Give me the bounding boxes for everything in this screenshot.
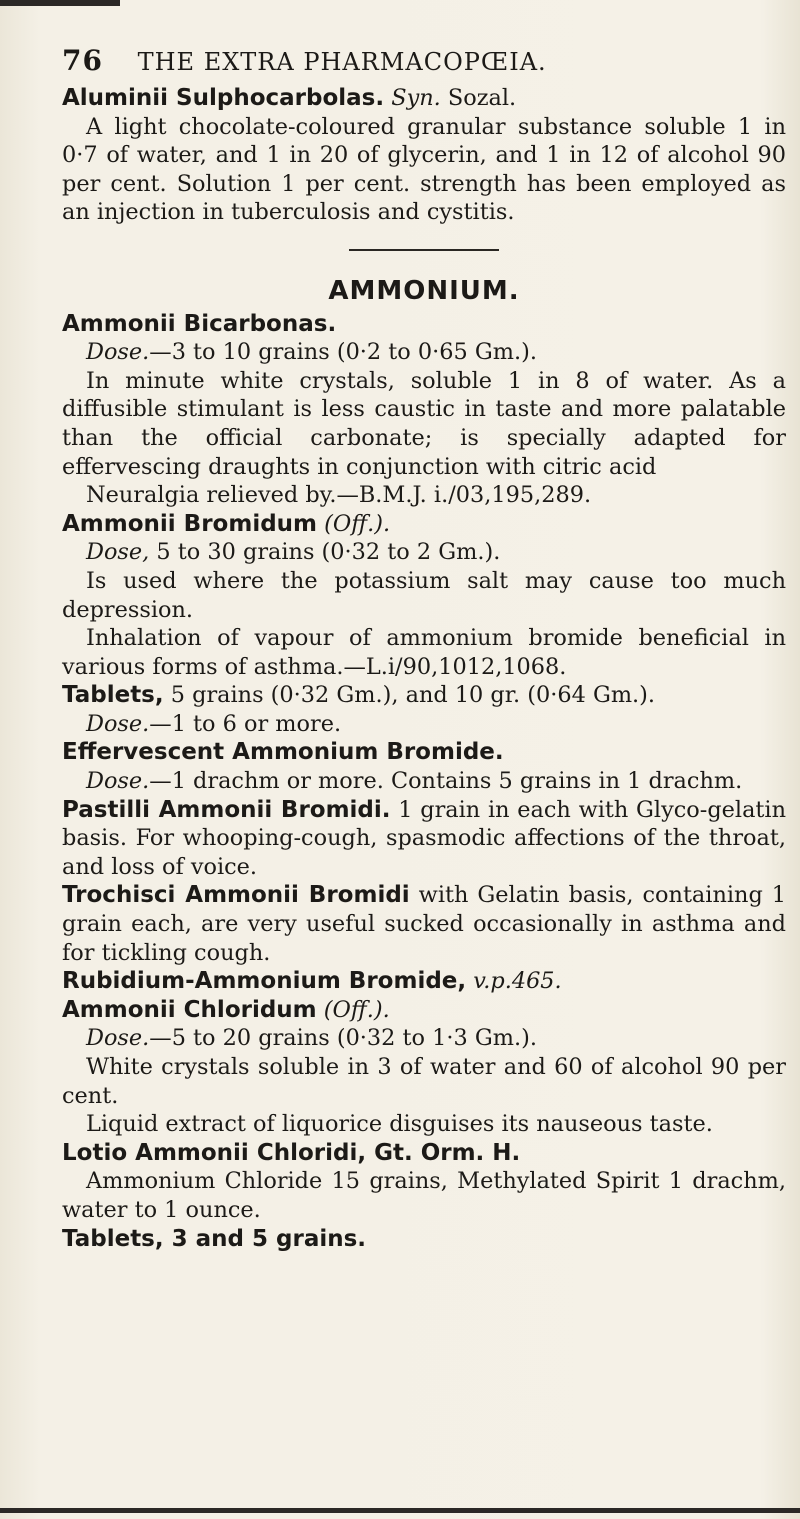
- dose-value: —1 to 6 or more.: [149, 710, 342, 737]
- dose-line: [62, 710, 786, 739]
- rubidium-entry: [62, 967, 786, 996]
- syn-label: Syn.: [391, 85, 441, 111]
- sub-heading: Trochisci Ammonii Bromidi: [62, 882, 410, 909]
- entry-aluminii: [62, 84, 786, 113]
- entry-heading: Ammonii Bromidum: [62, 510, 318, 537]
- dose-label: Dose,: [86, 539, 150, 566]
- trochisci-entry: [62, 881, 786, 967]
- bicarbonas-ref: Neuralgia relieved by.—B.M.J. i./03,195,289.: [86, 482, 592, 509]
- sub-heading: Pastilli Ammonii Bromidi.: [62, 796, 391, 823]
- dose-label: Dose.: [86, 339, 150, 366]
- sub-heading: Tablets,: [62, 682, 164, 709]
- page-number: 76: [62, 44, 103, 77]
- off-mark: (Off.).: [324, 510, 391, 537]
- off-mark: (Off.).: [323, 996, 390, 1023]
- dose-line: [62, 1024, 786, 1053]
- chloridum-tablets: [62, 1225, 786, 1254]
- entry-bromidum: [62, 510, 786, 539]
- rubidium-ref: v.p.465.: [466, 968, 562, 995]
- sub-heading: Effervescent Ammonium Bromide.: [62, 739, 504, 766]
- lotio-text: Ammonium Chloride 15 grains, Methylated Spirit 1 drachm, water to 1 ounce.: [62, 1168, 786, 1223]
- entry-heading: Ammonii Bicarbonas.: [62, 310, 337, 337]
- dose-value: —5 to 20 grains (0·32 to 1·3 Gm.).: [149, 1025, 537, 1052]
- tablets-text: 5 grains (0·32 Gm.), and 10 gr. (0·64 Gm.).: [163, 682, 656, 709]
- bicarbonas-text: In minute white crystals, soluble 1 in 8 of water. As a diffusible stimulant is less caustic in taste and more palatable than the official carbonate; is specially adapted for effervescing draughts in conjunction with citric acid: [62, 367, 786, 480]
- dose-label: Dose.: [86, 1025, 150, 1052]
- dose-line: [62, 767, 786, 796]
- sub-heading: Lotio Ammonii Chloridi, Gt. Orm. H.: [62, 1139, 521, 1166]
- chloridum-liquorice: Liquid extract of liquorice disguises its nauseous taste.: [86, 1111, 713, 1138]
- effervescent-heading: [62, 738, 786, 767]
- sub-heading: Rubidium-Ammonium Bromide,: [62, 968, 467, 995]
- bottom-rule: [0, 1508, 800, 1513]
- entry-chloridum: [62, 996, 786, 1025]
- lotio-heading: [62, 1139, 786, 1168]
- syn-value: Sozal.: [440, 85, 517, 111]
- entry-bicarbonas: [62, 310, 786, 339]
- sub-heading: Tablets, 3 and 5 grains.: [62, 1225, 367, 1252]
- pastilli-entry: [62, 796, 786, 882]
- dose-value: 5 to 30 grains (0·32 to 2 Gm.).: [149, 539, 501, 566]
- dose-value: —3 to 10 grains (0·2 to 0·65 Gm.).: [149, 339, 537, 366]
- bromidum-tablets: [62, 681, 786, 710]
- corner-mark: [0, 0, 120, 6]
- bromidum-text: Is used where the potassium salt may cause too much depression.: [62, 567, 786, 623]
- entry-heading: Ammonii Chloridum: [62, 996, 317, 1023]
- entry-heading: Aluminii Sulphocarbolas.: [62, 85, 385, 111]
- dose-label: Dose.: [86, 710, 150, 737]
- bromidum-inhalation: Inhalation of vapour of ammonium bromide beneficial in various forms of asthma.—L.i/90,1012,1068.: [62, 625, 786, 680]
- chloridum-text: White crystals soluble in 3 of water and 60 of alcohol 90 per cent.: [62, 1054, 786, 1109]
- dose-value: —1 drachm or more. Contains 5 grains in 1 drachm.: [149, 768, 743, 795]
- page-header: [62, 44, 762, 77]
- aluminii-text: A light chocolate-coloured granular substance soluble 1 in 0·7 of water, and 1 in 20 of glycerin, and 1 in 12 of alcohol 90 per cent. Solution 1 per cent. strength has been employed as an injection in tuberculosis and cystitis.: [62, 113, 786, 226]
- section-title: AMMONIUM.: [328, 275, 520, 306]
- trochisci-text: with Gelatin basis, containing 1 grain each, are very useful sucked occasionally in asthma and for tickling cough.: [62, 882, 787, 966]
- dose-line: [62, 538, 786, 567]
- page-body: [62, 84, 786, 1253]
- dose-line: [62, 338, 786, 367]
- dose-label: Dose.: [86, 768, 150, 795]
- pastilli-text: 1 grain in each with Glyco-gelatin basis. For whooping-cough, spasmodic affections of the throat, and loss of voice.: [62, 796, 787, 880]
- running-title: THE EXTRA PHARMACOPŒIA.: [137, 48, 547, 76]
- section-divider: [349, 249, 499, 251]
